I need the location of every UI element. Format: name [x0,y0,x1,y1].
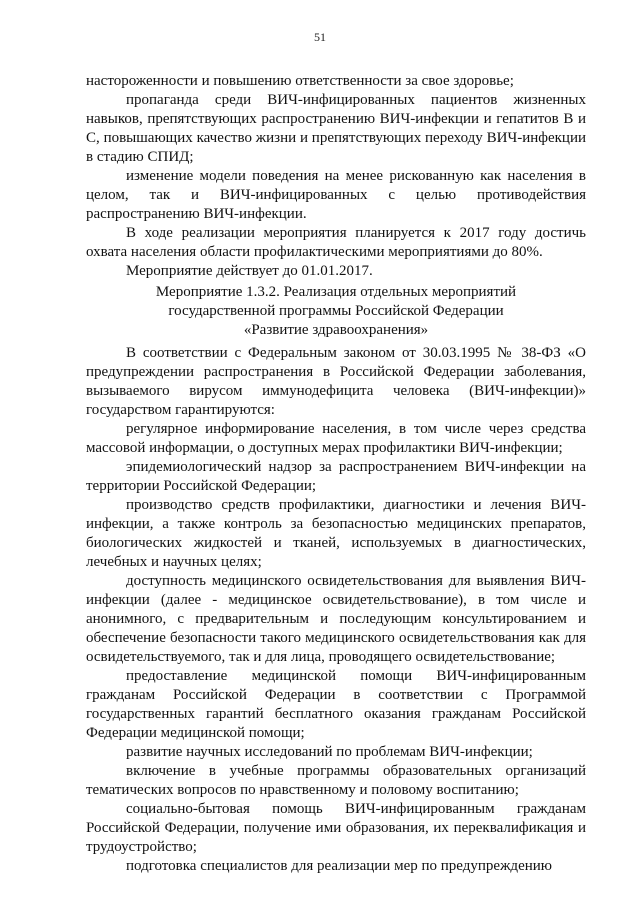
heading-line-3: «Развитие здравоохранения» [243,322,429,338]
paragraph-specialist-training: подготовка специалистов для реализации мер по предупреждению [126,858,552,874]
heading-line-1: Мероприятие 1.3.2. Реализация отдельных мероприятий [155,284,517,300]
paragraph-coverage-goal: В ходе реализации мероприятия планируется к 2017 году достичь охвата населения области профилактическими мероприятиями до 80%. [86,225,586,260]
paragraph-validity: Мероприятие действует до 01.01.2017. [126,263,373,279]
paragraph-testing: доступность медицинского освидетельствования для выявления ВИЧ-инфекции (далее - медицинское освидетельствование), в том числе и анонимного, с предварительным и последующим консультированием и обеспечение безопасности такого медицинского освидетельствования как для освидетельствуемого, так и для лица, проводящего освидетельствование; [86,573,586,665]
paragraph-continuation: настороженности и повышению ответственности за свое здоровье; [86,73,514,89]
heading-line-2: государственной программы Российской Федерации [168,303,504,319]
top-text-block [86,72,586,281]
paragraph-propaganda: пропаганда среди ВИЧ-инфицированных пациентов жизненных навыков, препятствующих распространению ВИЧ-инфекции и гепатитов В и С, повышающих качество жизни и препятствующих переходу ВИЧ-инфекции в стадию СПИД; [86,92,586,165]
paragraph-production: производство средств профилактики, диагностики и лечения ВИЧ-инфекции, а также контроль за безопасностью медицинских препаратов, биологических жидкостей и тканей, используемых в диагностических, лечебных и научных целях; [86,497,586,570]
paragraph-federal-law: В соответствии с Федеральным законом от 30.03.1995 № 38-ФЗ «О предупреждении распространения в Российской Федерации заболевания, вызываемого вирусом иммунодефицита человека (ВИЧ-инфекции)» государством гарантируются: [86,345,586,418]
paragraph-medical-care: предоставление медицинской помощи ВИЧ-инфицированным гражданам Российской Федерации в соответствии с Программой государственных гарантий бесплатного оказания гражданам Российской Федерации медицинской помощи; [86,668,586,741]
paragraph-informing: регулярное информирование населения, в том числе через средства массовой информации, о доступных мерах профилактики ВИЧ-инфекции; [86,421,586,456]
paragraph-research: развитие научных исследований по проблемам ВИЧ-инфекции; [126,744,533,760]
paragraph-surveillance: эпидемиологический надзор за распространением ВИЧ-инфекции на территории Российской Федерации; [86,459,586,494]
bottom-text-block [86,344,586,876]
paragraph-education: включение в учебные программы образовательных организаций тематических вопросов по нравственному и половому воспитанию; [86,763,586,798]
section-heading [86,283,586,340]
page-number: 51 [314,30,326,44]
paragraph-behavior-change: изменение модели поведения на менее рискованную как населения в целом, так и ВИЧ-инфицированных с целью противодействия распространению ВИЧ-инфекции. [86,168,586,222]
paragraph-social-help: социально-бытовая помощь ВИЧ-инфицированным гражданам Российской Федерации, получение ими образования, их переквалификация и трудоустройство; [86,801,586,855]
